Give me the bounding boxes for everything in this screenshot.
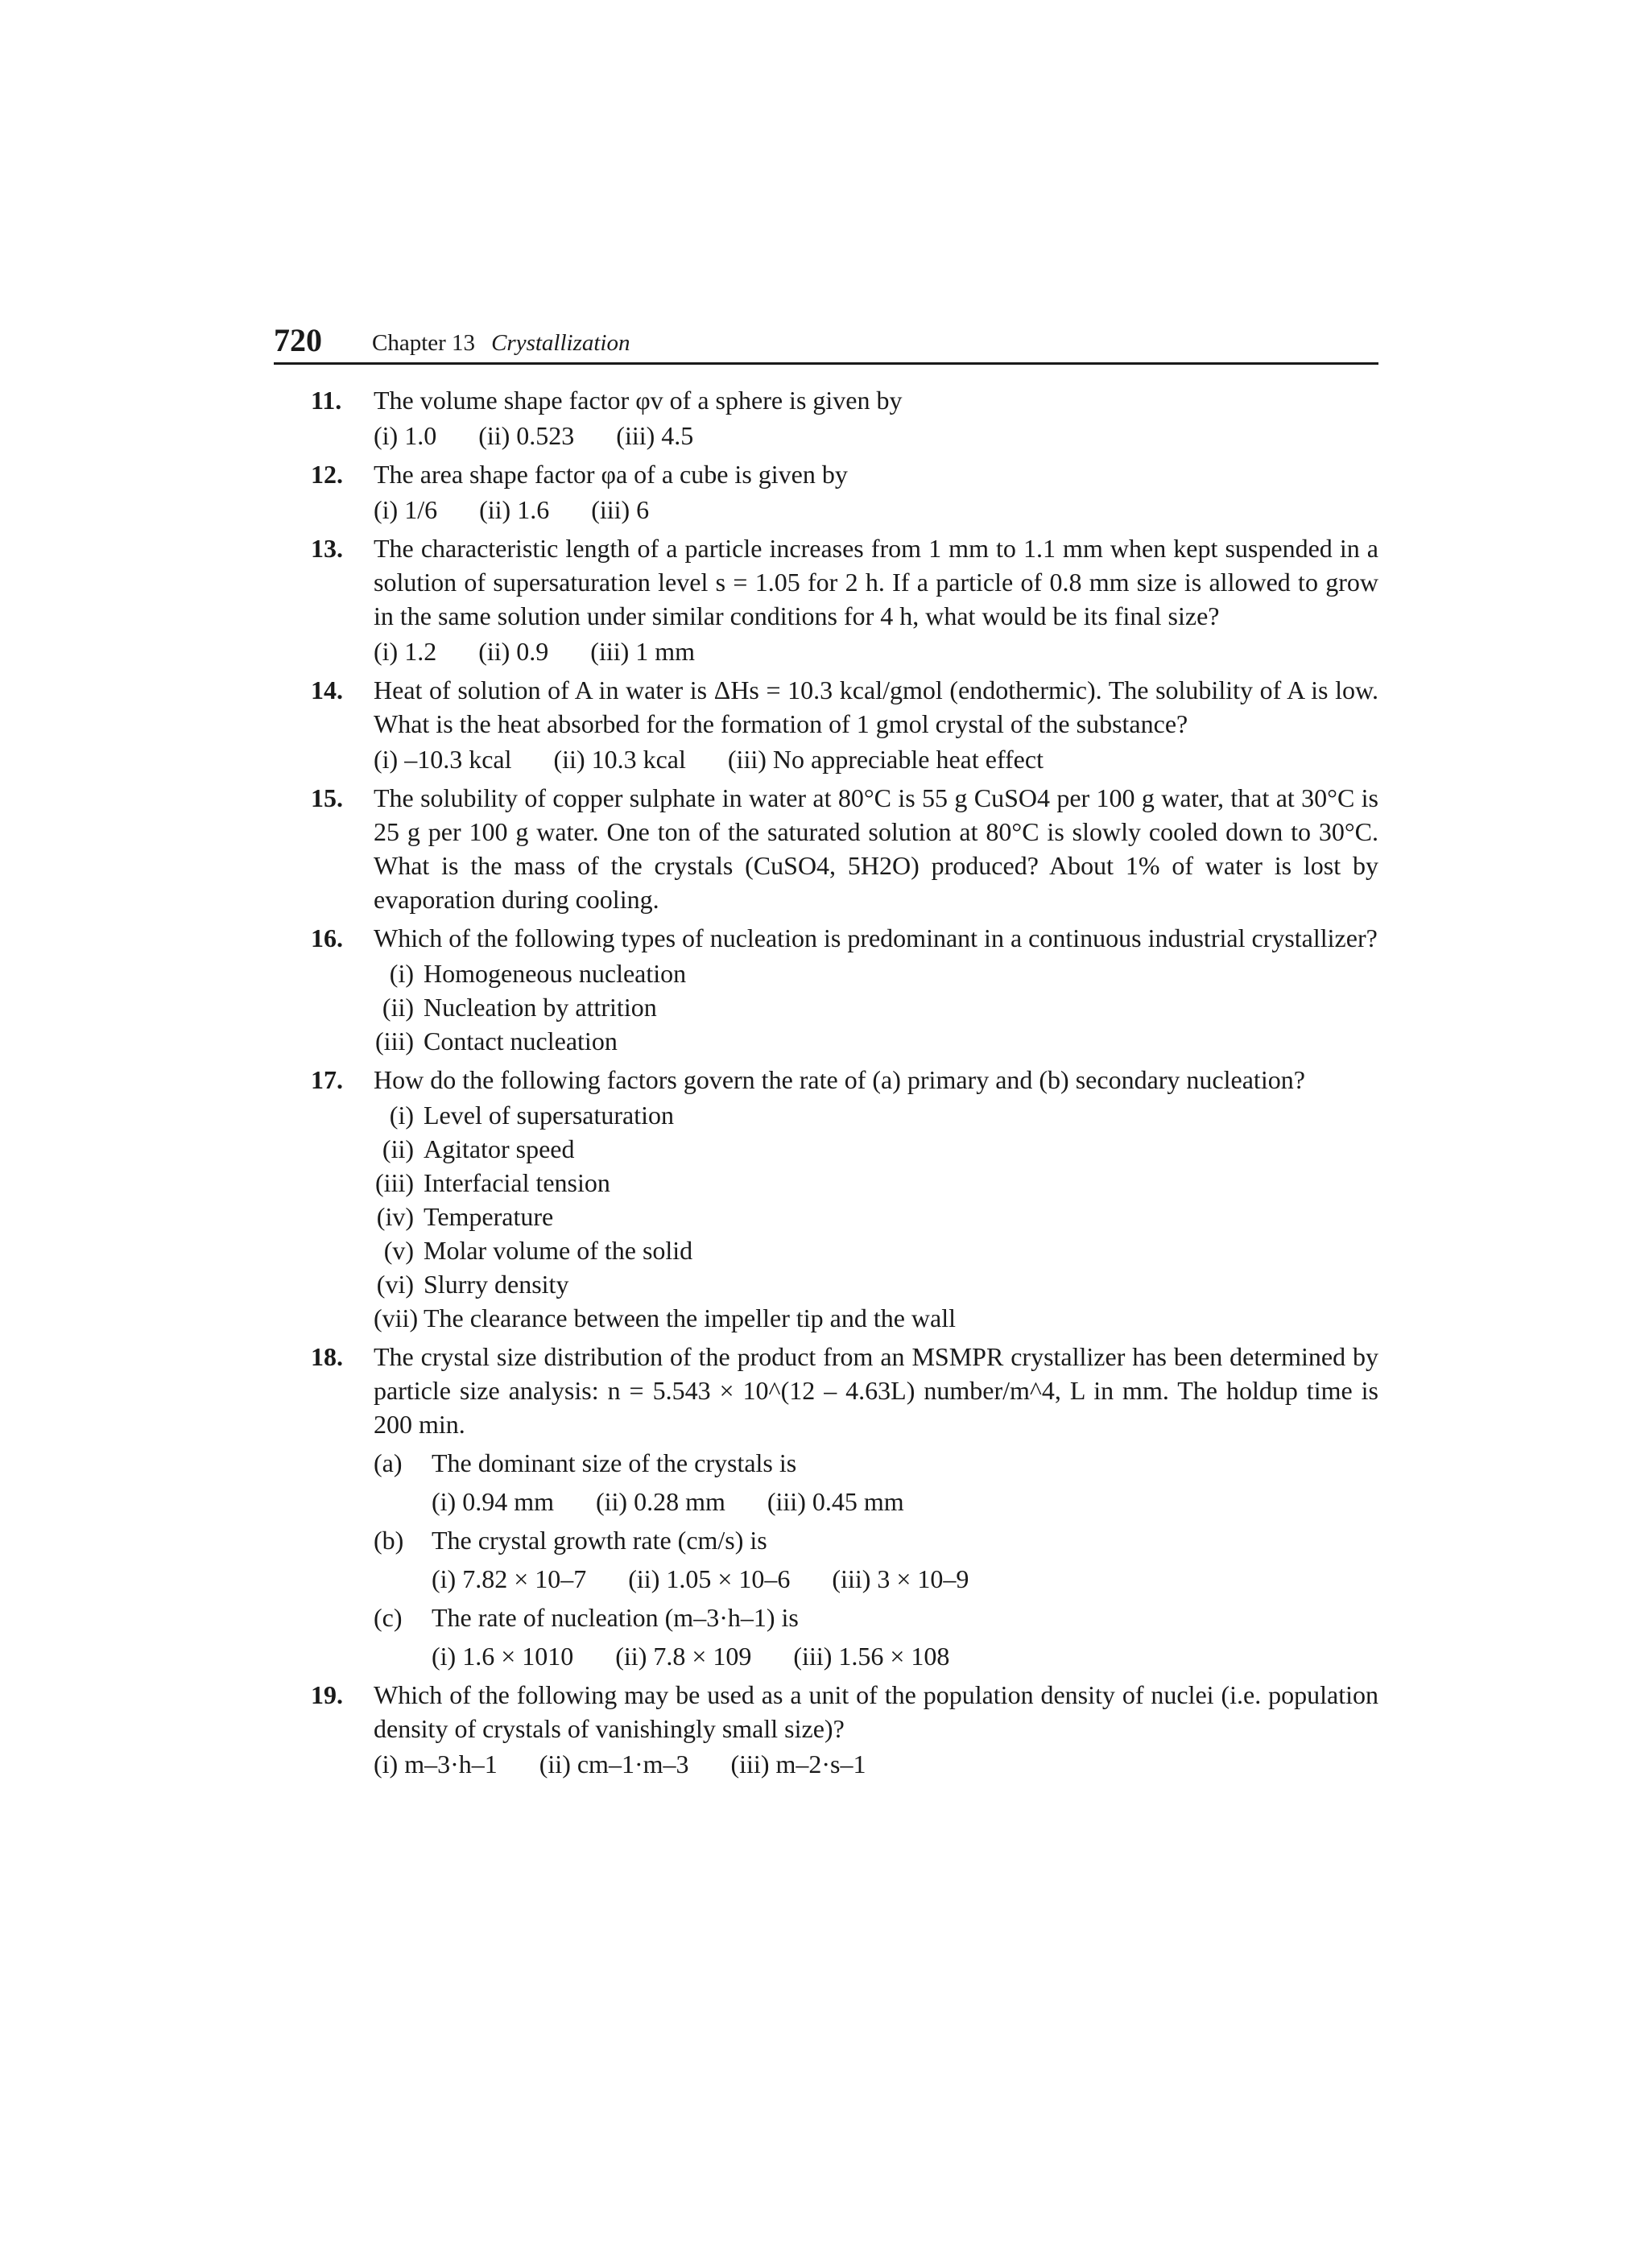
chapter-label: Chapter 13 — [372, 330, 476, 356]
option: (ii) 7.8 × 109 — [615, 1642, 752, 1671]
question-text: The crystal size distribution of the product from an MSMPR crystallizer has been determined by particle size analysis: n = 5.543 × 10^(12 – 4.63L) number/m^4, L in mm. The holdup time is 200 min. — [374, 1342, 1378, 1439]
sub-text: The rate of nucleation (m–3·h–1) is — [432, 1603, 799, 1632]
chapter-title: Crystallization — [491, 330, 630, 356]
question-text: The volume shape factor φv of a sphere is given by — [374, 386, 903, 415]
question-text: Which of the following types of nucleation is predominant in a continuous industrial crystallizer? — [374, 923, 1378, 952]
page-header — [274, 320, 1378, 365]
question-number: 15. — [311, 783, 343, 812]
option: (i) 7.82 × 10–7 — [432, 1564, 587, 1593]
option: (ii) 0.28 mm — [595, 1487, 725, 1516]
question-18 — [274, 1340, 1378, 1673]
question-number: 13. — [311, 534, 343, 563]
option-row — [374, 493, 1378, 527]
option: (i) 1.0 — [374, 421, 437, 450]
option-row — [432, 1562, 1378, 1596]
question-text: How do the following factors govern the rate of (a) primary and (b) secondary nucleation? — [374, 1065, 1305, 1094]
option-row — [374, 1747, 1378, 1781]
list-item: (ii) Agitator speed — [382, 1134, 575, 1163]
option: (iii) No appreciable heat effect — [727, 745, 1044, 774]
list-item: (iv) Temperature — [376, 1202, 554, 1231]
question-number: 17. — [311, 1065, 343, 1094]
option-row — [374, 419, 1378, 452]
running-head — [372, 327, 630, 359]
question-number: 14. — [311, 675, 343, 704]
question-14 — [274, 673, 1378, 776]
option: (iii) 6 — [591, 495, 650, 524]
question-11 — [274, 383, 1378, 452]
question-15 — [274, 781, 1378, 916]
question-16 — [274, 921, 1378, 1058]
option-row — [374, 742, 1378, 776]
question-text: The characteristic length of a particle increases from 1 mm to 1.1 mm when kept suspended in a solution of supersaturation level s = 1.05 for 2 h. If a particle of 0.8 mm size is allowed to grow in the same solution under similar conditions for 4 h, what would be its final size? — [374, 534, 1378, 630]
sub-text: The crystal growth rate (cm/s) is — [432, 1526, 767, 1555]
option: (iii) 3 × 10–9 — [832, 1564, 969, 1593]
list-item: (vi) Slurry density — [376, 1270, 569, 1299]
list-item: (ii) Nucleation by attrition — [382, 993, 657, 1022]
question-text: Which of the following may be used as a unit of the population density of nuclei (i.e. population density of crystals of vanishingly small size)? — [374, 1680, 1378, 1743]
factor-list — [374, 1098, 1378, 1335]
sub-question-b — [374, 1523, 1378, 1596]
question-13 — [274, 531, 1378, 668]
question-list — [274, 383, 1378, 1786]
option: (iii) 0.45 mm — [767, 1487, 904, 1516]
option-list — [374, 956, 1378, 1058]
option: (iii) 1.56 × 108 — [793, 1642, 950, 1671]
option: (ii) 1.6 — [479, 495, 550, 524]
question-19 — [274, 1678, 1378, 1781]
option-row — [374, 634, 1378, 668]
option: (i) 1/6 — [374, 495, 438, 524]
option: (ii) 0.9 — [478, 637, 549, 666]
list-item: (vii) The clearance between the impeller tip and the wall — [374, 1303, 957, 1332]
question-text: The solubility of copper sulphate in water at 80°C is 55 g CuSO4 per 100 g water, that at 30°C is 25 g per 100 g water. One ton of the saturated solution at 80°C is slowly cooled down to 30°C. What is the mass of the crystals (CuSO4, 5H2O) produced? About 1% of water is lost by evaporation during cooling. — [374, 783, 1378, 914]
option-row — [432, 1639, 1378, 1673]
question-number: 18. — [311, 1342, 343, 1371]
option: (i) 1.2 — [374, 637, 437, 666]
option: (ii) 0.523 — [478, 421, 575, 450]
list-item: (iii) Contact nucleation — [375, 1027, 618, 1056]
option: (iii) 4.5 — [616, 421, 694, 450]
list-item: (i) Homogeneous nucleation — [389, 959, 687, 988]
option: (i) –10.3 kcal — [374, 745, 512, 774]
question-number: 12. — [311, 460, 343, 489]
question-text: The area shape factor φa of a cube is given by — [374, 460, 848, 489]
sub-label: (b) — [374, 1526, 404, 1555]
question-number: 19. — [311, 1680, 343, 1709]
sub-label: (a) — [374, 1448, 403, 1477]
sub-question-c — [374, 1601, 1378, 1673]
sub-question-a — [374, 1446, 1378, 1518]
option: (ii) cm–1·m–3 — [539, 1750, 689, 1778]
option: (i) 1.6 × 1010 — [432, 1642, 574, 1671]
question-number: 16. — [311, 923, 343, 952]
question-17 — [274, 1063, 1378, 1335]
option: (ii) 1.05 × 10–6 — [628, 1564, 791, 1593]
option: (i) m–3·h–1 — [374, 1750, 498, 1778]
sub-text: The dominant size of the crystals is — [432, 1448, 797, 1477]
option: (ii) 10.3 kcal — [553, 745, 686, 774]
question-12 — [274, 457, 1378, 527]
question-number: 11. — [311, 386, 342, 415]
question-text: Heat of solution of A in water is ΔHs = 10.3 kcal/gmol (endothermic). The solubility of A is low. What is the heat absorbed for the formation of 1 gmol crystal of the substance? — [374, 675, 1378, 738]
list-item: (iii) Interfacial tension — [375, 1168, 610, 1197]
list-item: (v) Molar volume of the solid — [383, 1236, 693, 1265]
sub-label: (c) — [374, 1603, 403, 1632]
option: (iii) 1 mm — [590, 637, 696, 666]
list-item: (i) Level of supersaturation — [389, 1101, 674, 1130]
option: (i) 0.94 mm — [432, 1487, 554, 1516]
option: (iii) m–2·s–1 — [730, 1750, 866, 1778]
option-row — [432, 1485, 1378, 1518]
page-number: 720 — [274, 322, 322, 358]
